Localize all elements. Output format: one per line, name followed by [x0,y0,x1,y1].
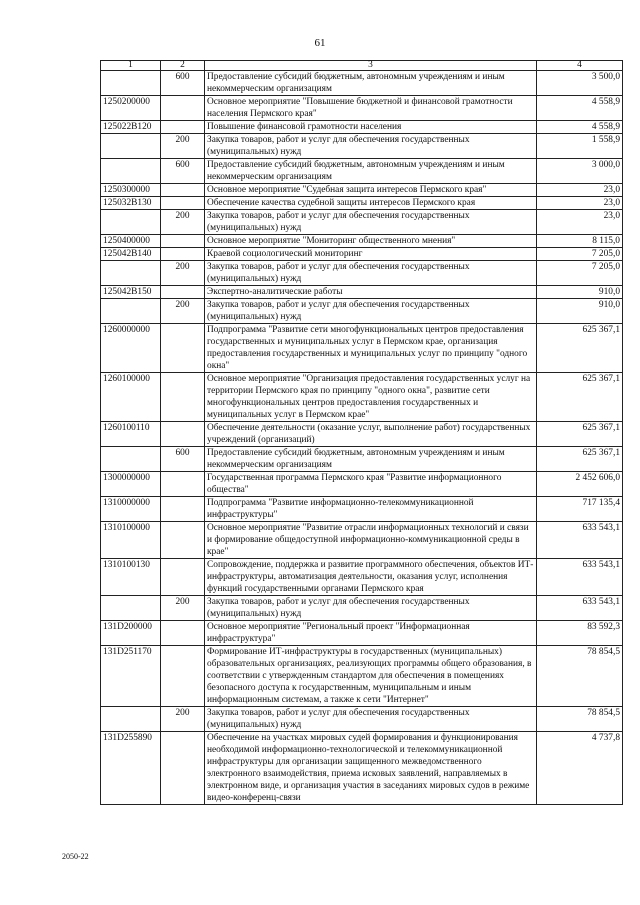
table-row [101,522,623,559]
cell-name: Обеспечение качества судебной защиты интересов Пермского края [205,197,537,210]
table-row [101,261,623,286]
table-row [101,497,623,522]
cell-name: Краевой социологический мониторинг [205,248,537,261]
cell-name: Основное мероприятие "Региональный проект "Информационная инфраструктура" [205,621,537,646]
table-row [101,299,623,324]
cell-expense-type [161,621,205,646]
table-row [101,134,623,159]
header-col-3: 3 [205,61,537,71]
cell-name: Основное мероприятие "Повышение бюджетной и финансовой грамотности населения Пермского края" [205,96,537,121]
cell-expense-type [161,248,205,261]
cell-amount: 633 543,1 [537,522,623,559]
cell-code: 1250300000 [101,184,161,197]
cell-code: 1310000000 [101,497,161,522]
cell-amount: 7 205,0 [537,261,623,286]
cell-code [101,707,161,732]
table-row [101,707,623,732]
cell-expense-type [161,121,205,134]
cell-amount: 83 592,3 [537,621,623,646]
cell-amount: 4 558,9 [537,121,623,134]
table-row [101,646,623,707]
cell-code: 1260100000 [101,373,161,422]
cell-code [101,447,161,472]
cell-amount: 23,0 [537,184,623,197]
cell-amount: 4 558,9 [537,96,623,121]
table-row [101,248,623,261]
cell-expense-type [161,559,205,596]
cell-code: 1250200000 [101,96,161,121]
cell-code [101,596,161,621]
cell-expense-type: 200 [161,210,205,235]
cell-amount: 1 558,9 [537,134,623,159]
cell-expense-type: 200 [161,261,205,286]
cell-code: 125032В130 [101,197,161,210]
cell-expense-type: 600 [161,159,205,184]
cell-amount: 625 367,1 [537,324,623,373]
cell-amount: 910,0 [537,286,623,299]
cell-code: 1260000000 [101,324,161,373]
cell-amount: 8 115,0 [537,235,623,248]
cell-name: Закупка товаров, работ и услуг для обеспечения государственных (муниципальных) нужд [205,299,537,324]
table-row [101,559,623,596]
header-col-1: 1 [101,61,161,71]
table-row [101,197,623,210]
document-code: 2050-22 [62,852,89,861]
cell-amount: 7 205,0 [537,248,623,261]
cell-amount: 633 543,1 [537,559,623,596]
cell-code: 125042В140 [101,248,161,261]
table-row [101,286,623,299]
cell-name: Предоставление субсидий бюджетным, автономным учреждениям и иным некоммерческим организациям [205,71,537,96]
table-row [101,235,623,248]
cell-name: Закупка товаров, работ и услуг для обеспечения государственных (муниципальных) нужд [205,210,537,235]
cell-name: Закупка товаров, работ и услуг для обеспечения государственных (муниципальных) нужд [205,707,537,732]
cell-code [101,159,161,184]
cell-amount: 910,0 [537,299,623,324]
cell-name: Повышение финансовой грамотности населения [205,121,537,134]
cell-code: 131D251170 [101,646,161,707]
cell-expense-type [161,373,205,422]
table-row [101,96,623,121]
cell-amount: 23,0 [537,210,623,235]
cell-expense-type [161,497,205,522]
cell-expense-type: 200 [161,596,205,621]
cell-amount: 625 367,1 [537,422,623,447]
cell-name: Основное мероприятие "Судебная защита интересов Пермского края" [205,184,537,197]
cell-code: 1260100110 [101,422,161,447]
cell-expense-type [161,286,205,299]
cell-name: Сопровождение, поддержка и развитие программного обеспечения, объектов ИТ-инфраструктуры, автоматизация деятельности, оказания услуг, исполнения функций государственными органами Пермского края [205,559,537,596]
cell-code: 1250400000 [101,235,161,248]
cell-name: Государственная программа Пермского края "Развитие информационного общества" [205,472,537,497]
table-row [101,596,623,621]
cell-expense-type [161,96,205,121]
cell-code [101,210,161,235]
cell-name: Обеспечение деятельности (оказание услуг, выполнение работ) государственных учреждений (организаций) [205,422,537,447]
cell-code [101,134,161,159]
cell-name: Подпрограмма "Развитие информационно-телекоммуникационной инфраструктуры" [205,497,537,522]
table-row [101,422,623,447]
cell-amount: 625 367,1 [537,373,623,422]
cell-name: Формирование ИТ-инфраструктуры в государственных (муниципальных) образовательных организациях, реализующих программы общего образования, в соответствии с утвержденным стандартом для обеспечения в помещениях безопасного доступа к государственным, муниципальным и иным информационным системам, а также к сети "Интернет" [205,646,537,707]
table-row [101,732,623,805]
cell-code: 125042В150 [101,286,161,299]
cell-expense-type [161,646,205,707]
cell-code: 1310100000 [101,522,161,559]
cell-expense-type [161,422,205,447]
table-row [101,621,623,646]
table-row [101,210,623,235]
header-col-2: 2 [161,61,205,71]
cell-expense-type [161,522,205,559]
cell-amount: 3 000,0 [537,159,623,184]
table-row [101,159,623,184]
cell-name: Экспертно-аналитические работы [205,286,537,299]
cell-amount: 625 367,1 [537,447,623,472]
cell-amount: 3 500,0 [537,71,623,96]
cell-expense-type: 600 [161,71,205,96]
cell-name: Предоставление субсидий бюджетным, автономным учреждениям и иным некоммерческим организациям [205,159,537,184]
cell-expense-type: 200 [161,134,205,159]
cell-name: Предоставление субсидий бюджетным, автономным учреждениям и иным некоммерческим организациям [205,447,537,472]
header-col-4: 4 [537,61,623,71]
cell-expense-type [161,197,205,210]
cell-code: 125022В120 [101,121,161,134]
cell-code: 1300000000 [101,472,161,497]
cell-name: Закупка товаров, работ и услуг для обеспечения государственных (муниципальных) нужд [205,134,537,159]
table-row [101,184,623,197]
table-row [101,71,623,96]
cell-name: Основное мероприятие "Организация предоставления государственных услуг на территории Пермского края по принципу "одного окна", развитие сети многофункциональных центров предоставления государственных и муниципальных услуг в Пермском крае" [205,373,537,422]
header-row [101,61,623,71]
cell-name: Обеспечение на участках мировых судей формирования и функционирования необходимой информационно-технологической и телекоммуникационной инфраструктуры для организации защищенного межведомственного электронного взаимодействия, приема исковых заявлений, направляемых в электронном виде, и организация участия в заседаниях мировых судов в режиме видео-конференц-связи [205,732,537,805]
cell-expense-type [161,324,205,373]
cell-amount: 78 854,5 [537,707,623,732]
cell-amount: 2 452 606,0 [537,472,623,497]
cell-name: Основное мероприятие "Мониторинг общественного мнения" [205,235,537,248]
cell-name: Закупка товаров, работ и услуг для обеспечения государственных (муниципальных) нужд [205,261,537,286]
cell-code [101,261,161,286]
cell-expense-type: 600 [161,447,205,472]
cell-code [101,71,161,96]
cell-expense-type: 200 [161,707,205,732]
cell-expense-type: 200 [161,299,205,324]
cell-code: 131D255890 [101,732,161,805]
cell-amount: 4 737,8 [537,732,623,805]
table-row [101,447,623,472]
cell-expense-type [161,184,205,197]
budget-table [100,60,623,805]
cell-amount: 717 135,4 [537,497,623,522]
cell-amount: 633 543,1 [537,596,623,621]
cell-name: Подпрограмма "Развитие сети многофункциональных центров предоставления государственных и муниципальных услуг в Пермском крае, организация предоставления государственных и муниципальных услуг по принципу "одного окна" [205,324,537,373]
table-row [101,121,623,134]
page-number: 61 [314,37,326,49]
cell-name: Основное мероприятие "Развитие отрасли информационных технологий и связи и формирование общедоступной информационно-коммуникационной среды в крае" [205,522,537,559]
cell-expense-type [161,235,205,248]
cell-code [101,299,161,324]
cell-code: 1310100130 [101,559,161,596]
cell-name: Закупка товаров, работ и услуг для обеспечения государственных (муниципальных) нужд [205,596,537,621]
table-row [101,472,623,497]
table-body [101,71,623,805]
cell-amount: 78 854,5 [537,646,623,707]
cell-expense-type [161,732,205,805]
table-row [101,324,623,373]
cell-code: 131D200000 [101,621,161,646]
cell-amount: 23,0 [537,197,623,210]
cell-expense-type [161,472,205,497]
table-row [101,373,623,422]
